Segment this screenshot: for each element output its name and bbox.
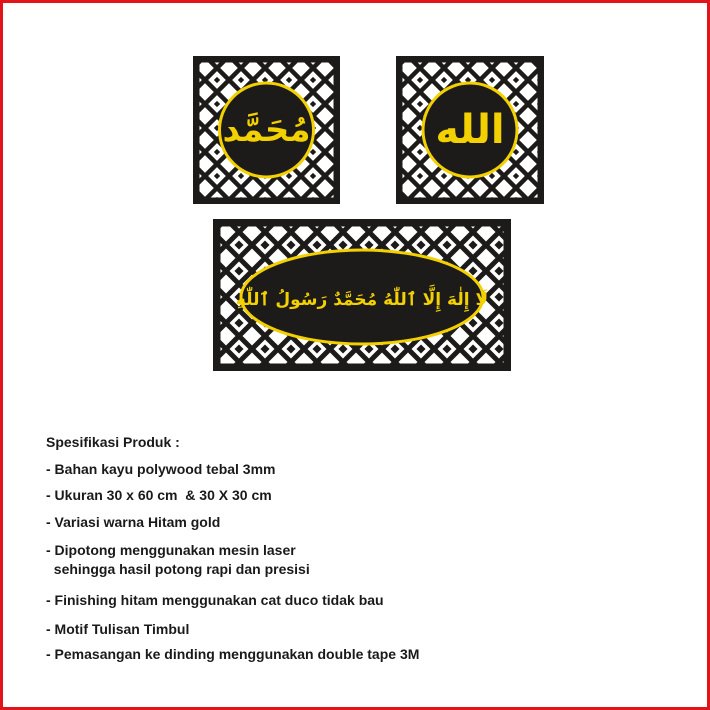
allah-calligraphy-text: الله — [435, 107, 505, 153]
spec-cutting-method-continued: sehingga hasil potong rapi dan presisi — [46, 561, 310, 577]
muhammad-calligraphy-text: مُحَمَّد — [222, 110, 311, 150]
muhammad-panel-image — [193, 56, 340, 204]
shahada-panel-image — [213, 219, 511, 371]
specifications-title: Spesifikasi Produk : — [46, 434, 180, 450]
spec-motif: - Motif Tulisan Timbul — [46, 621, 190, 637]
allah-panel-image — [396, 56, 544, 204]
muhammad-calligraphy-panel — [193, 56, 340, 204]
shahada-calligraphy-panel — [213, 219, 511, 371]
spec-installation: - Pemasangan ke dinding menggunakan double tape 3M — [46, 646, 420, 662]
spec-size: - Ukuran 30 x 60 cm & 30 X 30 cm — [46, 487, 272, 503]
shahada-calligraphy-text: لَا إِلٰهَ إِلَّا ٱللّٰهُ مُحَمَّدٌ رَسُولُ ٱللّٰهِ — [235, 290, 489, 310]
allah-calligraphy-panel — [396, 56, 544, 204]
spec-finishing: - Finishing hitam menggunakan cat duco tidak bau — [46, 592, 384, 608]
spec-material: - Bahan kayu polywood tebal 3mm — [46, 461, 276, 477]
spec-cutting-method: - Dipotong menggunakan mesin laser — [46, 542, 296, 558]
spec-color-variant: - Variasi warna Hitam gold — [46, 514, 221, 530]
